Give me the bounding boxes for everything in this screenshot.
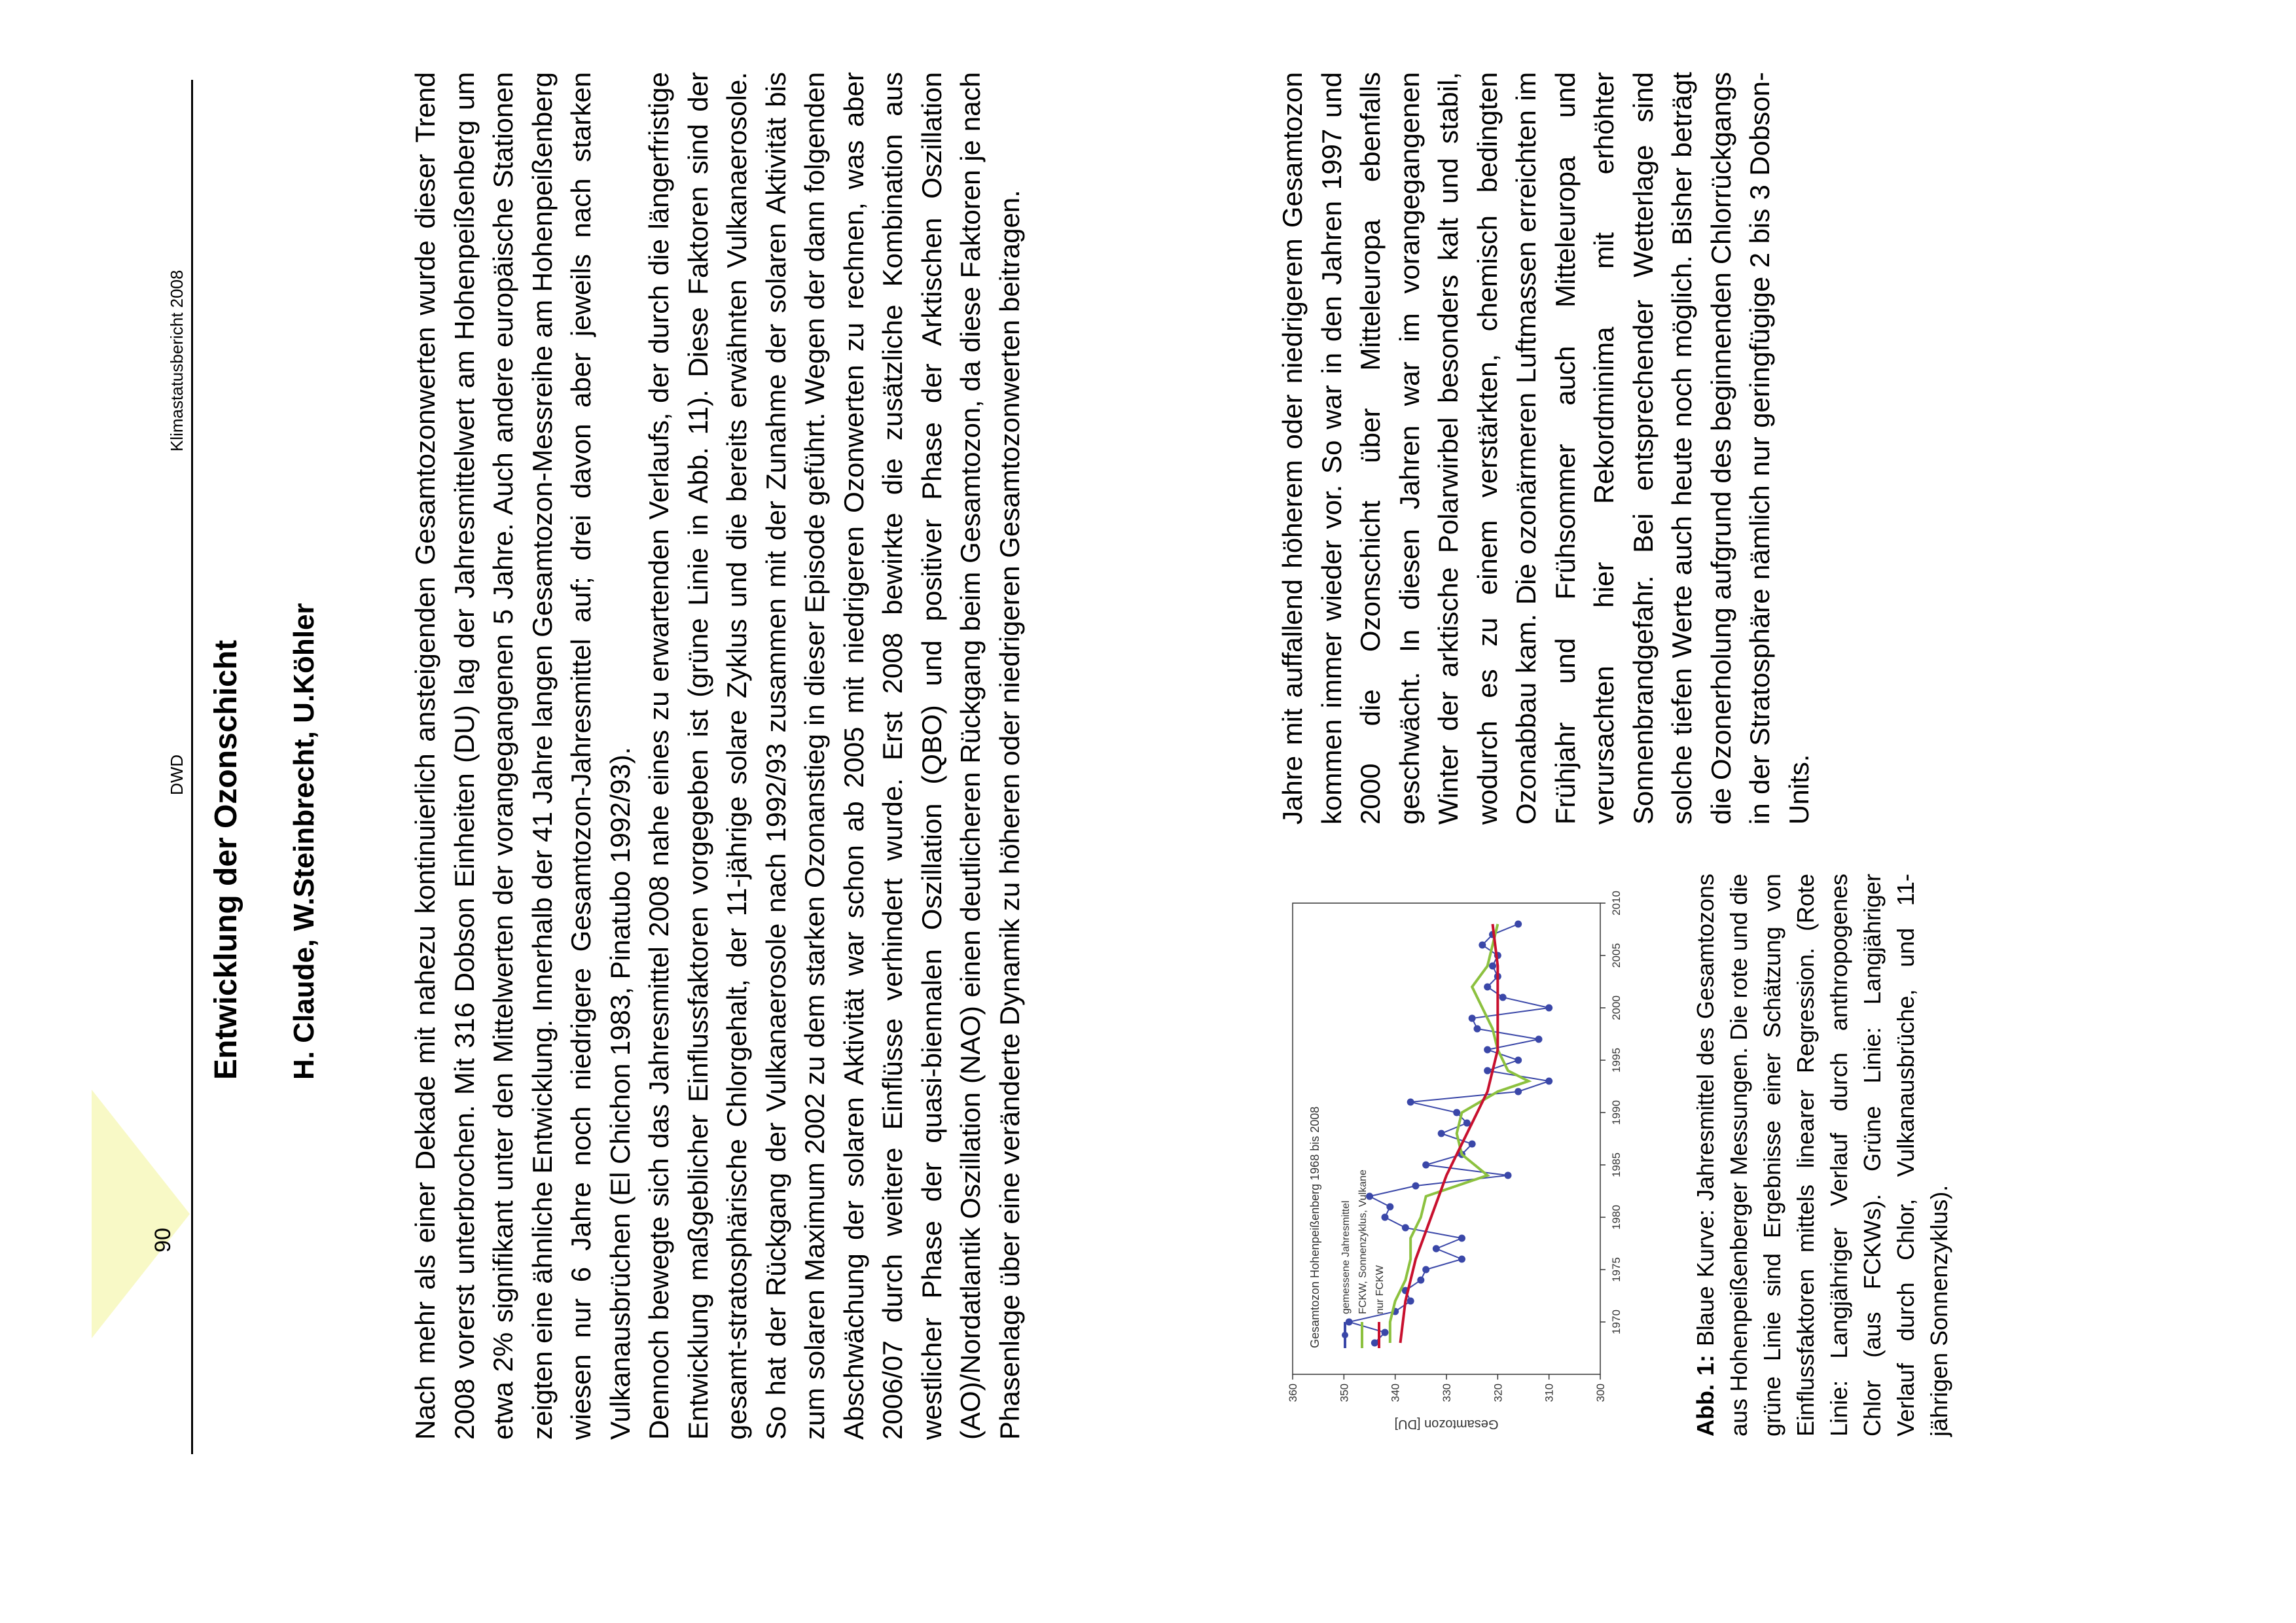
data-point bbox=[1474, 1026, 1481, 1033]
chart-title: Gesamtozon Hohenpeißenberg 1968 bis 2008 bbox=[1308, 1106, 1321, 1348]
data-point bbox=[1489, 963, 1496, 970]
x-tick-label: 1995 bbox=[1610, 1048, 1623, 1073]
ozone-chart bbox=[1280, 870, 1672, 1440]
x-tick-label: 2000 bbox=[1610, 995, 1623, 1020]
y-tick-label: 320 bbox=[1492, 1383, 1505, 1402]
legend-label: gemessene Jahresmittel bbox=[1340, 1200, 1352, 1314]
x-tick-label: 1985 bbox=[1610, 1152, 1623, 1177]
paragraph: Nach mehr als einer Dekade mit nahezu kontinuierlich ansteigenden Gesamtozonwerten wurde dieser Trend 2008 vorerst unterbrochen. Mit 316 Dobson Einheiten (DU) lag der Jahresmittelwert am Hohenpeißenberg um etwa 2% signifikant unter den Mittelwerten der vorangegangenen 5 Jahre. Auch andere europäische Stationen zeigten eine ähnliche Entwicklung. Innerhalb der 41 Jahre langen Gesamtozon-Messreihe am Hohenpeißenberg wiesen nur 6 Jahre noch niedrigere Gesamtozon-Jahresmittel auf; drei davon aber jeweils nach starken Vulkanausbrüchen (El Chichon 1983, Pinatubo 1992/93). bbox=[410, 72, 636, 1440]
data-point bbox=[1386, 1204, 1393, 1211]
data-point bbox=[1346, 1319, 1353, 1326]
legend-label: FCKW, Sonnenzyklus, Vulkane bbox=[1357, 1169, 1369, 1314]
data-point bbox=[1484, 984, 1491, 991]
legend-label: nur FCKW bbox=[1374, 1265, 1386, 1314]
data-point bbox=[1484, 1046, 1491, 1054]
report-header: Klimastatusbericht 2008 bbox=[167, 270, 187, 452]
legend-marker bbox=[1342, 1332, 1348, 1338]
chart-svg bbox=[1280, 870, 1672, 1440]
data-point bbox=[1499, 994, 1507, 1001]
caption-label: Abb. 1: bbox=[1692, 1355, 1719, 1436]
data-point bbox=[1407, 1099, 1414, 1106]
data-point bbox=[1535, 1036, 1543, 1043]
data-point bbox=[1438, 1130, 1445, 1137]
data-point bbox=[1505, 1172, 1512, 1179]
paragraph: Jahre mit auffallend höherem oder niedrigerem Gesamtozon kommen immer wieder vor. So war in den Jahren 1997 und 2000 die Ozonschicht über Mitteleuropa ebenfalls geschwächt. In diesen Jahren war im vorangegangenen Winter der arktische Polarwirbel besonders kalt und stabil, wodurch es zu einem verstärkten, chemisch bedingten Ozonabbau kam. Die ozonärmeren Luftmassen erreichten im Frühjahr und Frühsommer auch Mitteleuropa und verursachten hier Rekordminima mit erhöhter Sonnenbrandgefahr. Bei entsprechender Wetterlage sind solche tiefen Werte auch heute noch möglich. Bisher beträgt die Ozonerholung aufgrund des beginnenden Chlorrückgangs in der Stratosphäre nämlich nur geringfügige 2 bis 3 Dobson-Units. bbox=[1277, 72, 1814, 825]
data-point bbox=[1453, 1109, 1460, 1116]
page-number: 90 bbox=[151, 1228, 175, 1253]
data-point bbox=[1422, 1162, 1429, 1169]
y-tick-label: 350 bbox=[1338, 1383, 1351, 1402]
data-point bbox=[1469, 1015, 1476, 1022]
plot-frame bbox=[1293, 903, 1600, 1374]
data-point bbox=[1412, 1183, 1420, 1190]
article-title: Entwicklung der Ozonschicht bbox=[209, 639, 243, 1080]
data-point bbox=[1545, 1005, 1552, 1012]
data-point bbox=[1407, 1298, 1414, 1305]
data-point bbox=[1545, 1078, 1552, 1085]
data-point bbox=[1484, 1067, 1491, 1075]
y-axis-label: Gesamtozon [DU] bbox=[1394, 1417, 1499, 1431]
right-column bbox=[1273, 72, 1818, 825]
data-point bbox=[1515, 1057, 1522, 1064]
data-point bbox=[1382, 1329, 1389, 1336]
x-tick-label: 1970 bbox=[1610, 1310, 1623, 1334]
data-point bbox=[1479, 942, 1486, 949]
data-point bbox=[1515, 921, 1522, 928]
data-point bbox=[1382, 1214, 1389, 1221]
y-tick-label: 310 bbox=[1543, 1383, 1556, 1402]
data-point bbox=[1515, 1088, 1522, 1096]
paragraph: Dennoch bewegte sich das Jahresmittel 2008 nahe eines zu erwartenden Verlaufs, der durch die längerfristige Entwicklung maßgeblicher Einflussfaktoren vorgegeben ist (grüne Linie in Abb. 11). Diese Faktoren sind der gesamt-stratosphärische Chlorgehalt, der 11-jährige solare Zyklus und die bereits erwähnten Vulkanaerosole. So hat der Rückgang der Vulkanaerosole nach 1992/93 zusammen mit der Zunahme der solaren Aktivität bis zum solaren Maximum 2002 zu dem starken Ozonanstieg in dieser Episode geführt. Wegen der dann folgenden Abschwächung der solaren Aktivität war schon ab 2005 mit niedrigeren Ozonwerten zu rechnen, was aber 2006/07 durch weitere Einflüsse verhindert wurde. Erst 2008 bewirkte die zusätzliche Kombination aus westlicher Phase der quasi-biennalen Oszillation (QBO) und positiver Phase der Arktischen Oszillation (AO)/Nordatlantik Oszillation (NAO) einen deutlicheren Rückgang beim Gesamtozon, da diese Faktoren je nach Phasenlage über eine veränderte Dynamik zu höheren oder niedrigeren Gesamtozonwerten beitragen. bbox=[643, 72, 1025, 1440]
data-point bbox=[1458, 1256, 1465, 1263]
publisher-header: DWD bbox=[167, 754, 187, 795]
x-tick-label: 1990 bbox=[1610, 1100, 1623, 1125]
y-tick-label: 360 bbox=[1287, 1383, 1299, 1402]
x-tick-label: 1980 bbox=[1610, 1205, 1623, 1230]
figure-caption bbox=[1689, 874, 1956, 1436]
data-point bbox=[1458, 1235, 1465, 1242]
data-point bbox=[1402, 1224, 1409, 1232]
data-point bbox=[1422, 1266, 1429, 1274]
caption-text: Blaue Kurve: Jahresmittel des Gesamtozons aus Hohenpeißenberger Messungen. Die rote und die grüne Linie sind Ergebnisse einer Schätzung von Einflussfaktoren mittels linearer Regression. (Rote Linie: Langjähriger Verlauf durch anthropogenes Chlor (aus FCKWs). Grüne Linie: Langjähriger Verlauf durch Chlor, Vulkanausbrüche, und 11-jährigen Sonnenzyklus). bbox=[1692, 874, 1952, 1436]
x-tick-label: 2010 bbox=[1610, 891, 1623, 916]
data-point bbox=[1469, 1141, 1476, 1148]
data-point bbox=[1417, 1277, 1424, 1284]
x-tick-label: 1975 bbox=[1610, 1257, 1623, 1282]
header-rule bbox=[191, 80, 193, 1454]
y-tick-label: 300 bbox=[1594, 1383, 1607, 1402]
data-point bbox=[1371, 1340, 1378, 1347]
data-point bbox=[1433, 1245, 1440, 1253]
x-tick-label: 2005 bbox=[1610, 943, 1623, 968]
y-tick-label: 330 bbox=[1441, 1383, 1453, 1402]
main-text bbox=[406, 72, 1029, 1440]
article-authors: H. Claude, W.Steinbrecht, U.Köhler bbox=[288, 603, 320, 1080]
y-tick-label: 340 bbox=[1389, 1383, 1402, 1402]
